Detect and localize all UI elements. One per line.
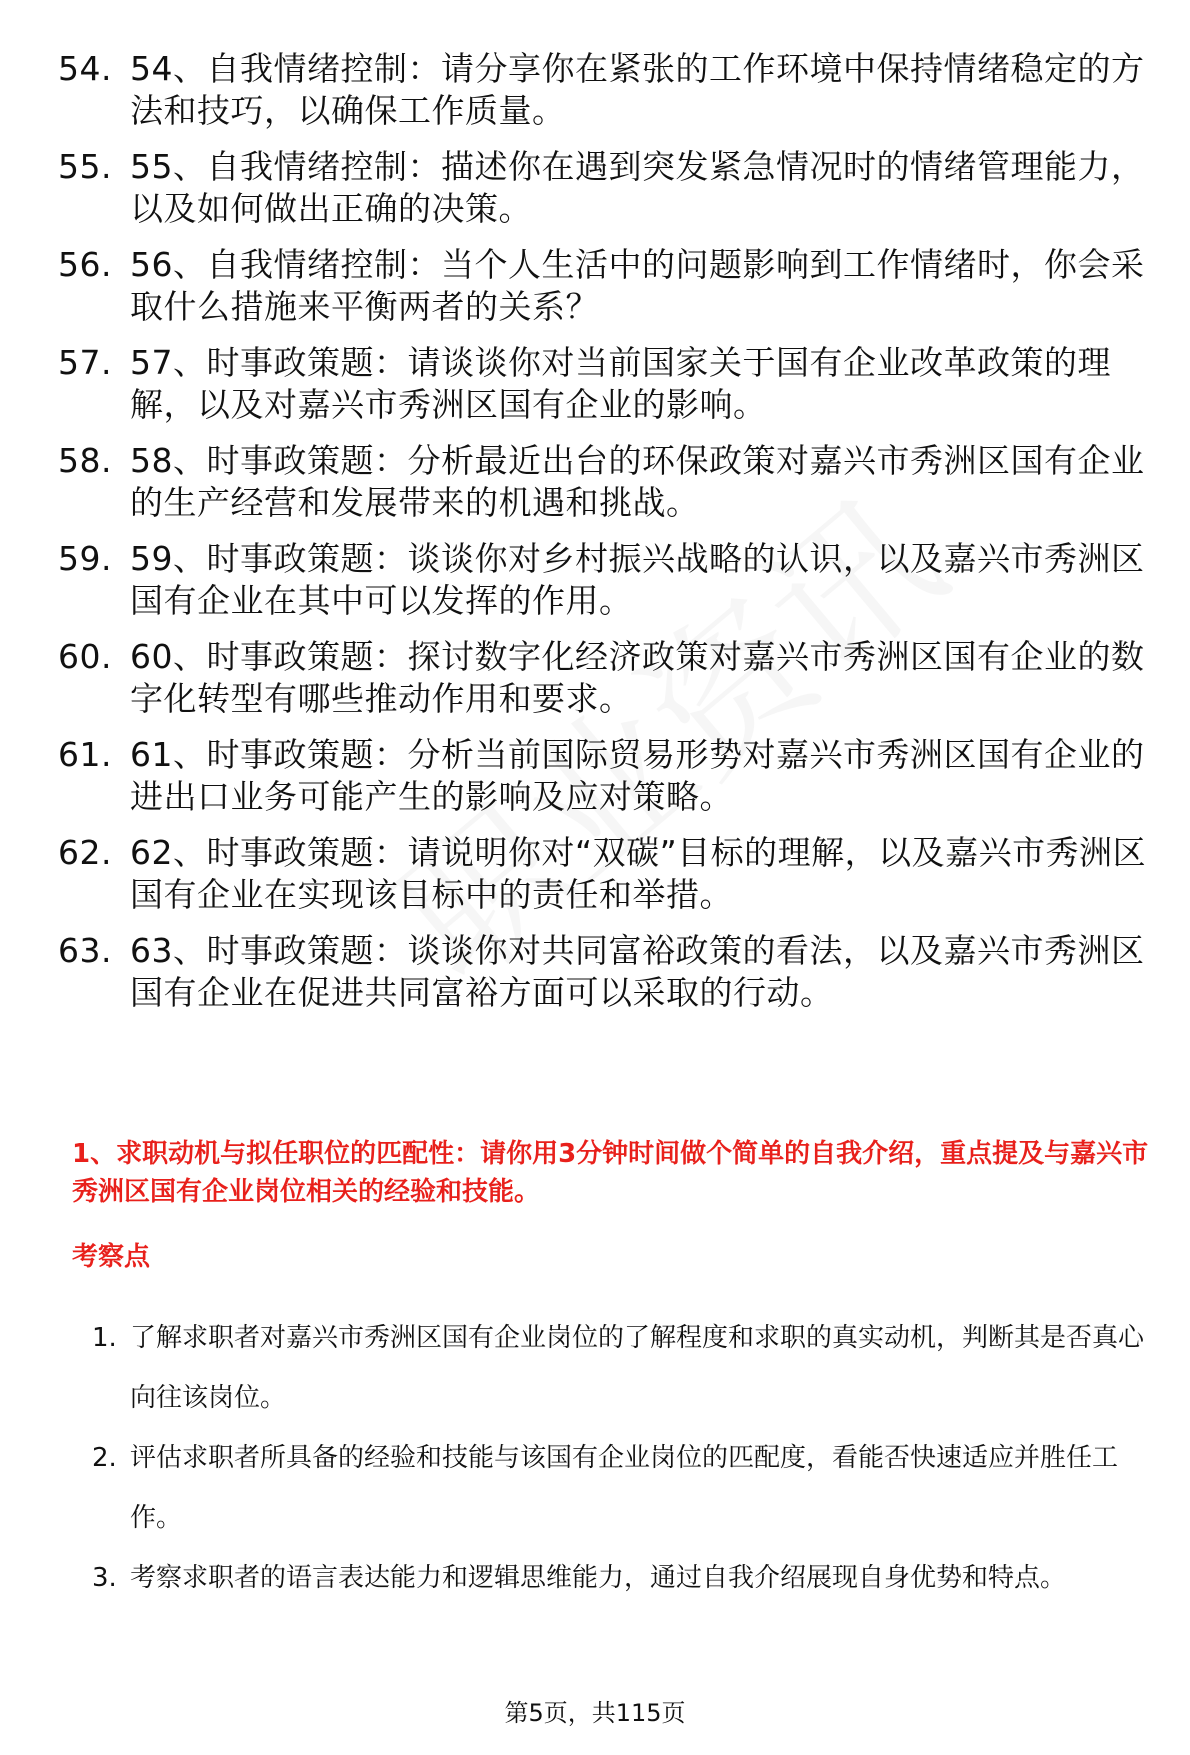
list-item — [58, 440, 1158, 524]
list-item-text: 54、自我情绪控制：请分享你在紧张的工作环境中保持情绪稳定的方法和技巧，以确保工作质量。 — [130, 49, 1145, 130]
list-item-number: 55. — [58, 147, 112, 186]
list-item — [58, 146, 1158, 230]
list-item-number: 54. — [58, 49, 112, 88]
list-item-text: 57、时事政策题：请谈谈你对当前国家关于国有企业改革政策的理解，以及对嘉兴市秀洲区国有企业的影响。 — [130, 343, 1111, 424]
assessment-points-list — [92, 1308, 1162, 1608]
list-item-number: 2. — [92, 1443, 117, 1473]
list-item — [92, 1548, 1162, 1608]
question-list — [58, 48, 1158, 1028]
list-item-number: 57. — [58, 343, 112, 382]
list-item-number: 59. — [58, 539, 112, 578]
list-item-text: 了解求职者对嘉兴市秀洲区国有企业岗位的了解程度和求职的真实动机，判断其是否真心向往该岗位。 — [130, 1323, 1145, 1413]
list-item — [58, 734, 1158, 818]
highlighted-question: 1、求职动机与拟任职位的匹配性：请你用3分钟时间做个简单的自我介绍，重点提及与嘉兴市秀洲区国有企业岗位相关的经验和技能。 — [72, 1139, 1149, 1207]
list-item-text: 62、时事政策题：请说明你对“双碳”目标的理解，以及嘉兴市秀洲区国有企业在实现该目标中的责任和举措。 — [130, 833, 1147, 914]
list-item-text: 58、时事政策题：分析最近出台的环保政策对嘉兴市秀洲区国有企业的生产经营和发展带来的机遇和挑战。 — [130, 441, 1145, 522]
section-title: 考察点 — [72, 1242, 151, 1272]
list-item-number: 60. — [58, 637, 112, 676]
list-item-number: 56. — [58, 245, 112, 284]
list-item — [92, 1428, 1162, 1548]
list-item-number: 63. — [58, 931, 112, 970]
list-item — [58, 636, 1158, 720]
list-item — [92, 1308, 1162, 1428]
list-item-number: 62. — [58, 833, 112, 872]
page-number: 第5页，共115页 — [504, 1699, 686, 1727]
list-item-text: 60、时事政策题：探讨数字化经济政策对嘉兴市秀洲区国有企业的数字化转型有哪些推动作用和要求。 — [130, 637, 1145, 718]
list-item-text: 63、时事政策题：谈谈你对共同富裕政策的看法，以及嘉兴市秀洲区国有企业在促进共同富裕方面可以采取的行动。 — [130, 931, 1145, 1012]
list-item-text: 55、自我情绪控制：描述你在遇到突发紧急情况时的情绪管理能力，以及如何做出正确的决策。 — [130, 147, 1145, 228]
list-item-number: 61. — [58, 735, 112, 774]
list-item-text: 59、时事政策题：谈谈你对乡村振兴战略的认识，以及嘉兴市秀洲区国有企业在其中可以发挥的作用。 — [130, 539, 1145, 620]
list-item-text: 评估求职者所具备的经验和技能与该国有企业岗位的匹配度，看能否快速适应并胜任工作。 — [130, 1443, 1119, 1533]
list-item-text: 56、自我情绪控制：当个人生活中的问题影响到工作情绪时，你会采取什么措施来平衡两者的关系？ — [130, 245, 1145, 326]
list-item — [58, 244, 1158, 328]
list-item-number: 1. — [92, 1323, 117, 1353]
list-item-number: 58. — [58, 441, 112, 480]
list-item-number: 3. — [92, 1563, 117, 1593]
list-item — [58, 538, 1158, 622]
list-item — [58, 832, 1158, 916]
list-item-text: 考察求职者的语言表达能力和逻辑思维能力，通过自我介绍展现自身优势和特点。 — [130, 1563, 1067, 1593]
list-item — [58, 48, 1158, 132]
list-item-text: 61、时事政策题：分析当前国际贸易形势对嘉兴市秀洲区国有企业的进出口业务可能产生的影响及应对策略。 — [130, 735, 1145, 816]
list-item — [58, 342, 1158, 426]
list-item — [58, 930, 1158, 1014]
